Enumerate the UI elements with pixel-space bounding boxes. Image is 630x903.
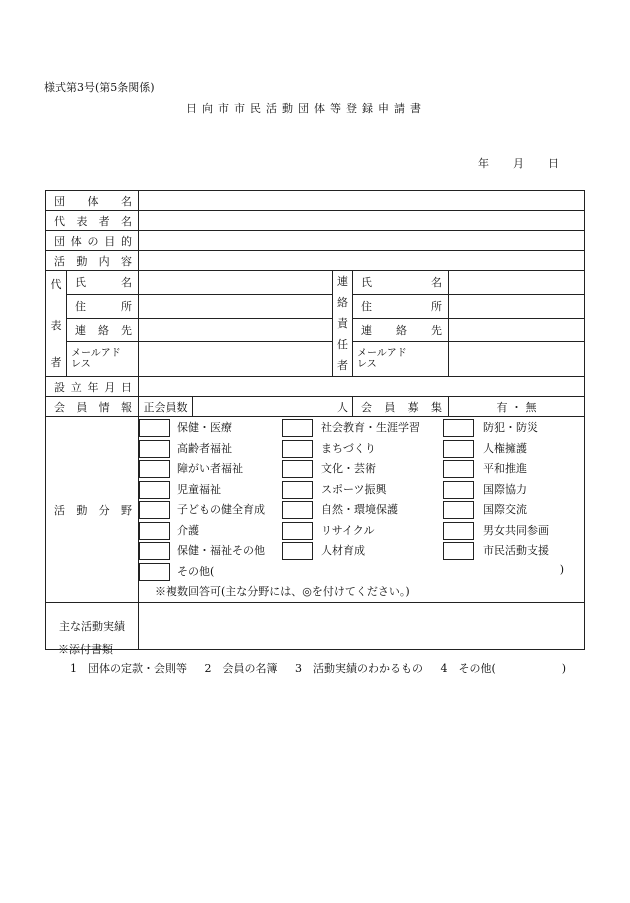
regular-members-field[interactable] (193, 397, 353, 417)
contact-name-label: 氏名 (353, 271, 449, 295)
category-label: 文化・芸術 (321, 462, 376, 475)
category-label: 高齢者福祉 (177, 441, 232, 455)
attachment-item: 1 団体の定款・会則等 (70, 662, 187, 675)
established-label: 設立年月日 (46, 377, 139, 397)
category-checkbox[interactable] (282, 501, 313, 519)
category-label: スポーツ振興 (321, 482, 387, 496)
rep-name-field[interactable] (139, 211, 585, 231)
contact-email-field[interactable] (449, 342, 585, 377)
attachments-list (70, 660, 580, 676)
attachment-item: 4 その他( ) (440, 662, 567, 675)
activity-field[interactable] (139, 251, 585, 271)
purpose-label: 団体の目的 (46, 231, 139, 251)
category-checkbox[interactable] (282, 522, 313, 540)
category-label: まちづくり (321, 441, 376, 455)
form-title: 日向市市民活動団体等登録申請書 (186, 102, 426, 115)
category-label: その他( (177, 564, 215, 578)
category-checkbox[interactable] (139, 501, 170, 519)
date-line (478, 155, 559, 171)
category-label: 国際交流 (483, 503, 527, 516)
member-info-label: 会員情報 (46, 397, 139, 417)
category-label: 保健・医療 (177, 421, 232, 434)
attachments-title: ※添付書類 (58, 643, 113, 656)
date-year-label: 年 (478, 157, 489, 170)
category-label: 平和推進 (483, 462, 527, 475)
category-label: 子どもの健全育成 (177, 503, 265, 516)
other-close-paren: ) (559, 563, 564, 576)
application-form (45, 190, 585, 650)
rep-section-label: 代 表 者 (46, 271, 67, 377)
category-checkbox[interactable] (443, 501, 474, 519)
categories-grid (139, 417, 584, 602)
category-checkbox[interactable] (139, 481, 170, 499)
rep-contact-field[interactable] (139, 318, 333, 342)
category-checkbox[interactable] (282, 419, 313, 437)
category-label: 市民活動支援 (483, 544, 549, 557)
date-day-label: 日 (548, 157, 559, 170)
regular-members-label: 正会員数 (139, 397, 193, 417)
category-label: 男女共同参画 (483, 523, 549, 537)
rep-person-name-field[interactable] (139, 271, 333, 295)
rep-email-field[interactable] (139, 342, 333, 377)
category-label: 障がい者福祉 (177, 462, 243, 475)
category-checkbox[interactable] (443, 460, 474, 478)
category-checkbox[interactable] (282, 460, 313, 478)
category-checkbox[interactable] (139, 460, 170, 478)
date-month-label: 月 (513, 157, 524, 170)
category-checkbox[interactable] (443, 481, 474, 499)
established-field[interactable] (139, 377, 585, 397)
category-checkbox[interactable] (282, 542, 313, 560)
category-checkbox[interactable] (139, 419, 170, 437)
contact-address-field[interactable] (449, 294, 585, 318)
rep-address-label: 住所 (67, 294, 139, 318)
results-field[interactable] (139, 603, 585, 650)
rep-email-label: メールアド レス (67, 342, 139, 377)
fields-label: 活動分野 (46, 417, 139, 603)
category-checkbox[interactable] (282, 440, 313, 458)
rep-contact-label: 連絡先 (67, 318, 139, 342)
contact-contact-label: 連絡先 (353, 318, 449, 342)
contact-email-label: メールアド レス (353, 342, 449, 377)
attachment-item: 2 会員の名簿 (204, 662, 278, 675)
group-name-field[interactable] (139, 191, 585, 211)
category-checkbox[interactable] (443, 419, 474, 437)
category-label: 国際協力 (483, 482, 527, 496)
contact-address-label: 住所 (353, 294, 449, 318)
category-checkbox[interactable] (139, 563, 170, 581)
category-label: 介護 (177, 523, 199, 537)
category-checkbox[interactable] (139, 522, 170, 540)
rep-address-field[interactable] (139, 294, 333, 318)
category-label: 保健・福祉その他 (177, 544, 265, 557)
category-checkbox[interactable] (282, 481, 313, 499)
category-checkbox[interactable] (139, 440, 170, 458)
category-label: 防犯・防災 (483, 421, 538, 434)
form-number: 様式第3号(第5条関係) (44, 81, 155, 94)
recruit-label: 会員募集 (353, 397, 449, 417)
contact-contact-field[interactable] (449, 318, 585, 342)
attachment-item: 3 活動実績のわかるもの (295, 662, 423, 675)
contact-section-label: 連 絡 責 任 者 (333, 271, 353, 377)
members-unit: 人 (337, 400, 348, 414)
contact-person-name-field[interactable] (449, 271, 585, 295)
categories-cell (139, 417, 585, 603)
rep-name-label: 代表者名 (46, 211, 139, 231)
categories-note: ※複数回答可(主な分野には、◎を付けてください。) (155, 585, 410, 598)
category-label: 人材育成 (321, 544, 365, 557)
category-label: 人権擁護 (483, 441, 527, 455)
category-label: 自然・環境保護 (321, 503, 398, 516)
category-checkbox[interactable] (443, 542, 474, 560)
recruit-options[interactable]: 有 ・ 無 (449, 397, 585, 417)
purpose-field[interactable] (139, 231, 585, 251)
activity-label: 活動内容 (46, 251, 139, 271)
category-checkbox[interactable] (443, 440, 474, 458)
category-label: 児童福祉 (177, 482, 221, 496)
category-label: 社会教育・生涯学習 (321, 421, 420, 434)
category-checkbox[interactable] (139, 542, 170, 560)
category-checkbox[interactable] (443, 522, 474, 540)
category-label: リサイクル (321, 523, 375, 537)
results-label: 主な活動実績 (46, 603, 139, 650)
group-name-label: 団体名 (46, 191, 139, 211)
rep-name-sub-label: 氏名 (67, 271, 139, 295)
